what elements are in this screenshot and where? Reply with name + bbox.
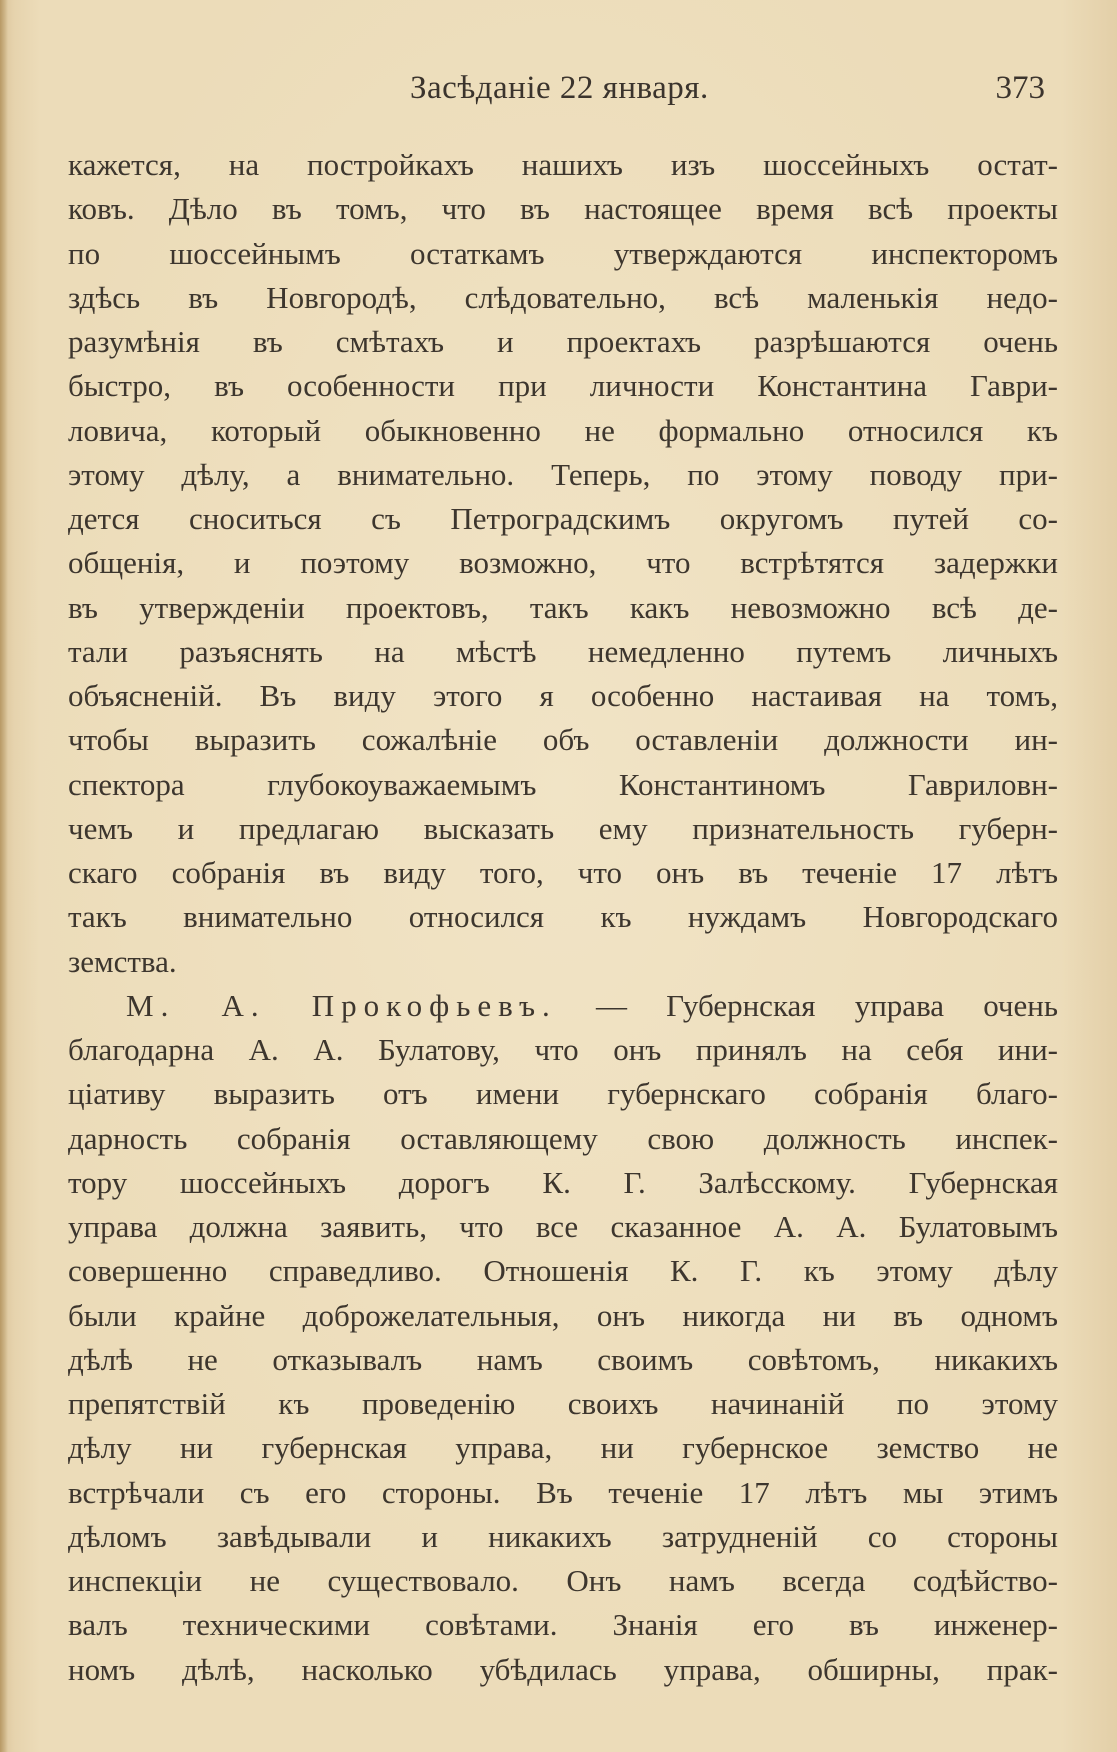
page-edge-shadow	[0, 0, 8, 1752]
text-line: разумѣнія въ смѣтахъ и проектахъ разрѣшаются очень	[68, 324, 1058, 359]
text-line: благодарна А. А. Булатову, что онъ принялъ на себя ини-	[68, 1032, 1058, 1067]
text-line: въ утвержденіи проектовъ, такъ какъ невозможно всѣ де-	[68, 589, 1058, 625]
text-line: инспекціи не существовало. Онъ намъ всегда содѣйство-	[68, 1563, 1058, 1598]
text-line: встрѣчали съ его стороны. Въ теченіе 17 лѣтъ мы этимъ	[68, 1474, 1058, 1510]
text-line: дѣлѣ не отказывалъ намъ своимъ совѣтомъ, никакихъ	[68, 1341, 1058, 1377]
speaker-name: М. А. Прокофьевъ.	[126, 987, 557, 1023]
paragraph-1	[68, 143, 1058, 984]
text-line: управа должна заявить, что все сказанное А. А. Булатовымъ	[68, 1209, 1058, 1244]
body-text	[68, 143, 1058, 1692]
page-header	[70, 70, 1045, 114]
text-line: этому дѣлу, а внимательно. Теперь, по этому поводу при-	[68, 456, 1058, 492]
page-number: 373	[995, 70, 1045, 106]
text-line: здѣсь въ Новгородѣ, слѣдовательно, всѣ маленькія недо-	[68, 279, 1058, 315]
text-line: препятствій къ проведенію своихъ начинаній по этому	[68, 1386, 1058, 1421]
text-line: ловича, который обыкновенно не формально относился къ	[68, 412, 1058, 448]
text-line: ціативу выразить отъ имени губернскаго собранія благо-	[68, 1076, 1058, 1112]
text-line: чтобы выразить сожалѣніе объ оставленіи должности ин-	[68, 722, 1058, 758]
text-line: были крайне доброжелательныя, онъ никогда ни въ одномъ	[68, 1297, 1058, 1333]
text-line: по шоссейнымъ остаткамъ утверждаются инспекторомъ	[68, 235, 1058, 271]
paragraph-2	[68, 984, 1058, 1692]
text-line: земства.	[68, 943, 177, 979]
text-line: кажется, на постройкахъ нашихъ изъ шоссейныхъ остат-	[68, 147, 1058, 182]
text-line: объясненій. Въ виду этого я особенно настаивая на томъ,	[68, 678, 1058, 713]
text-line: чемъ и предлагаю высказать ему признательность губерн-	[68, 810, 1058, 846]
text-line: тору шоссейныхъ дорогъ К. Г. Залѣсскому. Губернская	[68, 1164, 1058, 1200]
text-line: валъ техническими совѣтами. Знанія его въ инженер-	[68, 1607, 1058, 1643]
text-line: ковъ. Дѣло въ томъ, что въ настоящее время всѣ проекты	[68, 191, 1058, 227]
text-line: дѣлу ни губернская управа, ни губернское земство не	[68, 1430, 1058, 1466]
text-line: скаго собранія въ виду того, что онъ въ теченіе 17 лѣтъ	[68, 855, 1058, 890]
text-line: общенія, и поэтому возможно, что встрѣтятся задержки	[68, 545, 1058, 581]
text-line: номъ дѣлѣ, насколько убѣдилась управа, обширны, прак-	[68, 1651, 1058, 1687]
text-line: такъ внимательно относился къ нуждамъ Новгородскаго	[68, 899, 1058, 935]
speaker-line-text: — Губернская управа очень	[595, 987, 1058, 1023]
text-line: быстро, въ особенности при личности Константина Гаври-	[68, 368, 1058, 404]
text-line: дарность собранія оставляющему свою должность инспек-	[68, 1120, 1058, 1156]
text-line: спектора глубокоуважаемымъ Константиномъ Гавриловн-	[68, 766, 1058, 802]
running-title: Засѣданіе 22 января.	[410, 70, 709, 106]
text-line: дѣломъ завѣдывали и никакихъ затрудненій со стороны	[68, 1518, 1058, 1554]
text-line: совершенно справедливо. Отношенія К. Г. къ этому дѣлу	[68, 1253, 1058, 1289]
speaker-line	[68, 984, 1058, 1028]
text-line: дется сноситься съ Петроградскимъ округомъ путей со-	[68, 501, 1058, 536]
text-line: тали разъяснять на мѣстѣ немедленно путемъ личныхъ	[68, 633, 1058, 669]
